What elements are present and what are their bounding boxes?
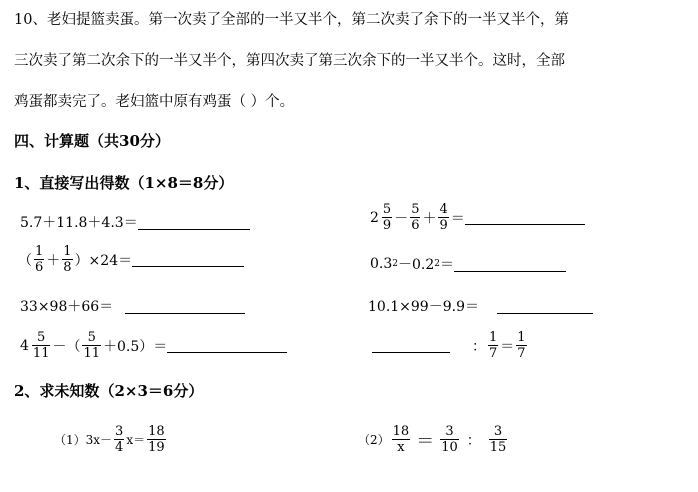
problem-8-fraction-2 — [516, 330, 526, 361]
equation-1-label: （1）3x－ — [54, 433, 113, 447]
problem-2-fraction-3 — [438, 202, 448, 233]
problem-7-fraction-1 — [32, 330, 51, 361]
equation-2-colon: ： — [466, 432, 481, 449]
problem-3-fraction-1 — [34, 244, 44, 275]
problem-1-expr: 5.7＋11.8＋4.3＝ — [20, 215, 138, 231]
equation-2 — [358, 424, 509, 455]
paren-open: （ — [18, 252, 32, 269]
denominator: 9 — [439, 218, 448, 233]
denominator: 6 — [411, 218, 420, 233]
op-equals: ＝ — [500, 338, 515, 355]
denominator: 11 — [83, 346, 101, 361]
problem-7-whole: 4 — [20, 337, 29, 354]
equation-2-fraction-left — [392, 424, 411, 455]
problem-2-answer-blank[interactable] — [465, 210, 585, 225]
q10-line-2: 三次卖了第二次余下的一半又半个，第四次卖了第三次余下的一半又半个。这时，全部 — [14, 53, 565, 69]
problem-7-fraction-2 — [82, 330, 101, 361]
op-equals: ＝ — [440, 257, 454, 273]
problem-1-answer-blank[interactable] — [138, 215, 250, 230]
base-2: －0.2 — [398, 257, 435, 273]
problem-7-answer-blank[interactable] — [167, 338, 287, 353]
part-1-title: 1、直接写出得数（1×8＝8分） — [14, 174, 234, 192]
problem-5-answer-blank[interactable] — [125, 299, 245, 314]
numerator: 1 — [489, 330, 498, 345]
numerator: 3 — [493, 424, 503, 439]
denominator: 11 — [32, 346, 50, 361]
problem-2-fraction-1 — [382, 202, 392, 233]
problem-5 — [20, 296, 245, 316]
q10-line-3: 鸡蛋都卖完了。老妇篮中原有鸡蛋（ ）个。 — [14, 94, 295, 110]
problem-3-fraction-2 — [62, 244, 72, 275]
equation-2-label: （2） — [358, 433, 390, 447]
denominator: 4 — [115, 440, 124, 455]
numerator: 5 — [382, 202, 392, 217]
equation-2-fraction-mid — [440, 424, 459, 455]
problem-2-fraction-2 — [410, 202, 420, 233]
denominator: 10 — [441, 440, 458, 455]
equation-1 — [54, 424, 168, 455]
section-4-title: 四、计算题（共30分） — [14, 132, 170, 150]
numerator: 1 — [63, 244, 72, 259]
numerator: 5 — [411, 202, 420, 217]
equation-2-equals: ＝ — [416, 430, 435, 452]
numerator: 1 — [35, 244, 44, 259]
op-plus: ＋ — [422, 210, 437, 227]
problem-6-answer-blank[interactable] — [497, 299, 593, 314]
problem-8-fraction-1 — [488, 330, 498, 361]
problem-6-expr: 10.1×99－9.9＝ — [368, 299, 479, 315]
part-2-title: 2、求未知数（2×3＝6分） — [14, 382, 204, 400]
equation-1-x-equals: x＝ — [126, 433, 146, 447]
problem-6 — [368, 296, 593, 316]
exponent-2: 2 — [434, 259, 440, 269]
numerator: 4 — [439, 202, 448, 217]
denominator: 8 — [63, 260, 72, 275]
problem-7 — [20, 330, 287, 361]
denominator: 7 — [517, 346, 526, 361]
equation-1-fraction-result — [147, 424, 166, 455]
problem-4-answer-blank[interactable] — [454, 257, 566, 272]
op-equals: ＝ — [450, 210, 465, 227]
numerator: 18 — [148, 424, 165, 439]
q10-line-1: 10、老妇提篮卖蛋。第一次卖了全部的一半又半个，第二次卖了余下的一半又半个，第 — [14, 12, 569, 28]
problem-2 — [370, 202, 585, 233]
denominator: 9 — [382, 218, 392, 233]
op-plus: ＋ — [46, 252, 61, 269]
numerator: 1 — [517, 330, 526, 345]
op-minus: － — [394, 210, 409, 227]
denominator: 19 — [148, 440, 165, 455]
base-1: 0.3 — [370, 256, 393, 272]
problem-3-answer-blank[interactable] — [132, 252, 244, 267]
problem-4 — [370, 254, 566, 274]
exponent-1: 2 — [392, 259, 398, 269]
numerator: 3 — [115, 424, 124, 439]
problem-3 — [18, 244, 244, 275]
problem-8-answer-blank[interactable] — [372, 338, 450, 353]
denominator: 7 — [489, 346, 498, 361]
numerator: 5 — [37, 330, 46, 345]
numerator: 3 — [445, 424, 454, 439]
numerator: 18 — [392, 424, 410, 439]
numerator: 5 — [87, 330, 96, 345]
problem-5-expr: 33×98＋66＝ — [20, 299, 114, 315]
denominator: 6 — [35, 260, 44, 275]
equation-2-fraction-right — [489, 424, 508, 455]
problem-8 — [372, 330, 529, 361]
denominator: x — [397, 440, 405, 455]
problem-1 — [20, 212, 250, 232]
denominator: 15 — [489, 440, 507, 455]
problem-7-tail: ＋0.5）＝ — [103, 338, 168, 355]
ratio-colon: ： — [472, 338, 486, 355]
problem-2-whole: 2 — [370, 209, 379, 226]
equation-1-fraction-coef — [114, 424, 124, 455]
op-minus-paren: －（ — [52, 338, 81, 355]
paren-close-times: ）×24＝ — [74, 252, 133, 269]
